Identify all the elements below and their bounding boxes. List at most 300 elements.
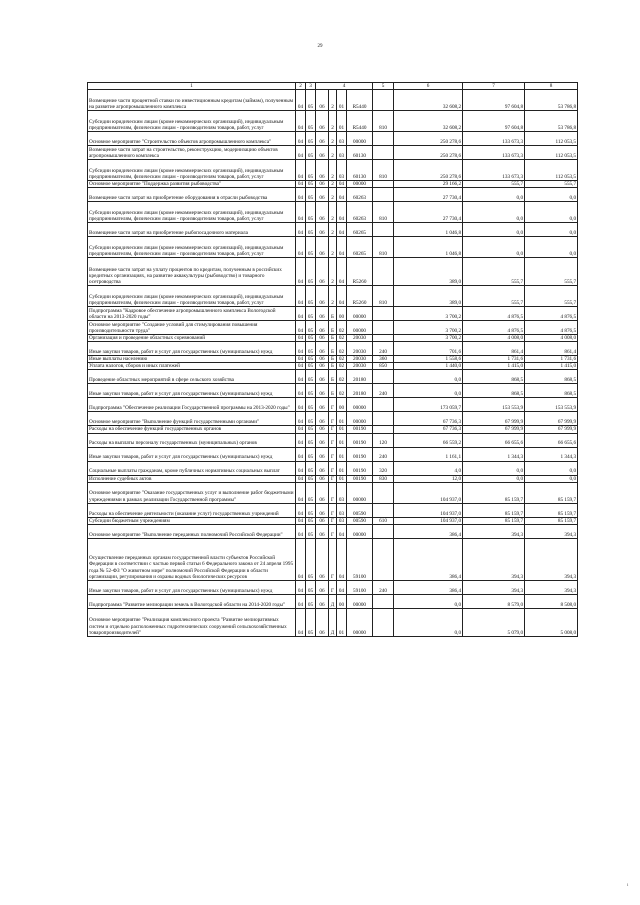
row-amount-7: 67 999,9 xyxy=(463,426,525,433)
row-amount-8: 112 053,5 xyxy=(525,146,578,160)
row-pr: 05 xyxy=(306,342,316,356)
row-csr-4: 00000 xyxy=(347,524,373,538)
row-pr: 05 xyxy=(306,286,316,307)
row-pr: 05 xyxy=(306,517,316,524)
row-csr-4: 00590 xyxy=(347,503,373,517)
row-vr xyxy=(373,370,394,384)
row-csr-2: 2 xyxy=(329,188,337,202)
row-amount-8: 1 415,0 xyxy=(525,363,578,370)
row-csr-2: Б xyxy=(329,356,337,363)
table-row xyxy=(88,146,578,160)
row-vr: 810 xyxy=(373,202,394,223)
row-csr-1: 06 xyxy=(316,90,329,111)
row-csr-3: 04 xyxy=(337,538,347,580)
row-rz: 04 xyxy=(296,342,306,356)
row-amount-8: 4 876,5 xyxy=(525,307,578,321)
row-csr-3: 03 xyxy=(337,482,347,503)
column-header-3: 3 xyxy=(306,83,316,90)
table-row xyxy=(88,384,578,398)
row-csr-2: 2 xyxy=(329,202,337,223)
row-vr: 360 xyxy=(373,356,394,363)
row-amount-7: 394,3 xyxy=(463,580,525,594)
row-rz: 04 xyxy=(296,181,306,188)
row-rz: 04 xyxy=(296,608,306,636)
row-amount-6: 29 166,2 xyxy=(394,181,463,188)
row-vr: 810 xyxy=(373,237,394,258)
row-amount-6: 67 736,3 xyxy=(394,426,463,433)
row-amount-8: 1 731,6 xyxy=(525,356,578,363)
row-pr: 05 xyxy=(306,321,316,335)
table-row xyxy=(88,356,578,363)
row-amount-7: 4 008,0 xyxy=(463,335,525,342)
row-name: Возмещение части затрат на уплату процентов по кредитам, полученным в российских кредитных организациях, на развитие аквакультуры (рыбоводство) и товарного осетроводства xyxy=(88,258,296,286)
row-csr-2: Г xyxy=(329,447,337,461)
row-rz: 04 xyxy=(296,482,306,503)
row-amount-6: 386,4 xyxy=(394,524,463,538)
row-csr-2: Б xyxy=(329,363,337,370)
row-rz: 04 xyxy=(296,524,306,538)
row-amount-6: 3 700,2 xyxy=(394,321,463,335)
row-csr-3: 03 xyxy=(337,160,347,181)
row-vr xyxy=(373,608,394,636)
row-vr: 240 xyxy=(373,342,394,356)
row-csr-3: 01 xyxy=(337,475,347,482)
budget-table xyxy=(87,82,578,637)
row-csr-3: 04 xyxy=(337,524,347,538)
row-amount-6: 0,0 xyxy=(394,608,463,636)
row-csr-3: 02 xyxy=(337,342,347,356)
row-csr-3: 00 xyxy=(337,594,347,608)
row-csr-2: Г xyxy=(329,517,337,524)
table-row xyxy=(88,90,578,111)
row-rz: 04 xyxy=(296,384,306,398)
table-row xyxy=(88,321,578,335)
row-csr-2: Б xyxy=(329,370,337,384)
row-amount-7: 394,3 xyxy=(463,524,525,538)
row-amount-8: 5 008,0 xyxy=(525,608,578,636)
row-amount-8: 0,0 xyxy=(525,223,578,237)
row-name: Субсидии юридическим лицам (кроме некоммерческих организаций), индивидуальным предпринимателям, физическим лицам - производителям товаров, работ, услуг xyxy=(88,202,296,223)
row-vr: 240 xyxy=(373,384,394,398)
row-amount-8: 555,7 xyxy=(525,258,578,286)
row-csr-2: 2 xyxy=(329,237,337,258)
row-csr-1: 06 xyxy=(316,594,329,608)
row-name: Основное мероприятие "Поддержка развития рыбоводства" xyxy=(88,181,296,188)
row-name: Иные закупки товаров, работ и услуг для государственных (муниципальных) нужд xyxy=(88,342,296,356)
row-csr-3: 02 xyxy=(337,321,347,335)
row-amount-7: 8 579,0 xyxy=(463,594,525,608)
row-csr-2: 2 xyxy=(329,160,337,181)
table-row xyxy=(88,475,578,482)
row-amount-8: 0,0 xyxy=(525,188,578,202)
row-csr-1: 06 xyxy=(316,237,329,258)
row-pr: 05 xyxy=(306,461,316,475)
row-name: Подпрограмма "Обеспечение реализации Государственной программы на 2013-2020 годы" xyxy=(88,398,296,412)
row-amount-6: 1 161,1 xyxy=(394,447,463,461)
row-vr xyxy=(373,146,394,160)
row-csr-3: 04 xyxy=(337,237,347,258)
row-amount-7: 0,0 xyxy=(463,188,525,202)
row-csr-4: 00000 xyxy=(347,132,373,146)
row-csr-4: 60263 xyxy=(347,202,373,223)
row-vr xyxy=(373,398,394,412)
row-pr: 05 xyxy=(306,426,316,433)
row-amount-7: 394,3 xyxy=(463,538,525,580)
row-name: Основное мероприятие "Реализация комплексного проекта "Развитие мелиоративных систем и отдельно расположенных гидротехнических сооружений сельскохозяйственных товаропроизводителей" xyxy=(88,608,296,636)
column-header-5: 5 xyxy=(373,83,394,90)
row-amount-8: 394,3 xyxy=(525,538,578,580)
table-row xyxy=(88,538,578,580)
row-pr: 05 xyxy=(306,181,316,188)
row-csr-3: 00 xyxy=(337,398,347,412)
table-row xyxy=(88,433,578,447)
row-amount-8: 4 008,0 xyxy=(525,335,578,342)
row-csr-2: Г xyxy=(329,538,337,580)
row-csr-4: 00190 xyxy=(347,426,373,433)
row-amount-6: 104 937,0 xyxy=(394,482,463,503)
row-csr-4: 00590 xyxy=(347,517,373,524)
row-amount-7: 85 159,7 xyxy=(463,482,525,503)
row-name: Уплата налогов, сборов и иных платежей xyxy=(88,363,296,370)
row-csr-1: 06 xyxy=(316,370,329,384)
row-name: Основное мероприятие "Создание условий для стимулирования повышения производительности труда" xyxy=(88,321,296,335)
row-amount-8: 53 786,8 xyxy=(525,111,578,132)
row-csr-2: Б xyxy=(329,321,337,335)
row-name: Основное мероприятие "Строительство объектов агропромышленного комплекса" xyxy=(88,132,296,146)
row-csr-2: Г xyxy=(329,503,337,517)
row-amount-7: 555,7 xyxy=(463,181,525,188)
row-vr xyxy=(373,335,394,342)
row-amount-7: 85 159,7 xyxy=(463,517,525,524)
row-amount-7: 1 344,3 xyxy=(463,447,525,461)
table-row xyxy=(88,608,578,636)
row-amount-8: 85 159,7 xyxy=(525,517,578,524)
column-header-1: 1 xyxy=(88,83,296,90)
row-amount-8: 85 159,7 xyxy=(525,503,578,517)
row-csr-2: 2 xyxy=(329,90,337,111)
row-csr-3: 04 xyxy=(337,258,347,286)
row-csr-1: 06 xyxy=(316,412,329,426)
row-amount-6: 250 278,6 xyxy=(394,146,463,160)
row-pr: 05 xyxy=(306,608,316,636)
row-rz: 04 xyxy=(296,475,306,482)
row-csr-1: 06 xyxy=(316,426,329,433)
row-csr-4: R5260 xyxy=(347,258,373,286)
row-rz: 04 xyxy=(296,258,306,286)
row-csr-2: 2 xyxy=(329,223,337,237)
table-row xyxy=(88,237,578,258)
row-csr-4: 20030 xyxy=(347,356,373,363)
row-rz: 04 xyxy=(296,237,306,258)
row-amount-8: 0,0 xyxy=(525,461,578,475)
row-pr: 05 xyxy=(306,384,316,398)
row-name: Субсидии юридическим лицам (кроме некоммерческих организаций), индивидуальным предпринимателям, физическим лицам - производителям товаров, работ, услуг xyxy=(88,237,296,258)
row-pr: 05 xyxy=(306,524,316,538)
row-pr: 05 xyxy=(306,412,316,426)
row-amount-6: 389,0 xyxy=(394,286,463,307)
row-amount-7: 4 876,5 xyxy=(463,321,525,335)
row-amount-7: 0,0 xyxy=(463,202,525,223)
row-csr-4: 00000 xyxy=(347,594,373,608)
row-vr: 810 xyxy=(373,111,394,132)
row-amount-7: 0,0 xyxy=(463,237,525,258)
row-csr-4: 00000 xyxy=(347,181,373,188)
row-vr xyxy=(373,181,394,188)
row-amount-6: 104 937,0 xyxy=(394,503,463,517)
row-name: Подпрограмма "Развитие мелиорации земель в Вологодской области на 2014-2020 годы" xyxy=(88,594,296,608)
row-csr-4: 00000 xyxy=(347,412,373,426)
row-csr-3: 04 xyxy=(337,286,347,307)
row-vr xyxy=(373,188,394,202)
table-row xyxy=(88,258,578,286)
row-name: Иные закупки товаров, работ и услуг для государственных (муниципальных) нужд xyxy=(88,580,296,594)
row-amount-6: 1 046,8 xyxy=(394,237,463,258)
row-rz: 04 xyxy=(296,321,306,335)
row-name: Иные выплаты населению xyxy=(88,356,296,363)
row-csr-1: 06 xyxy=(316,111,329,132)
row-amount-6: 386,4 xyxy=(394,580,463,594)
row-csr-1: 06 xyxy=(316,538,329,580)
column-header-4: 4 xyxy=(316,83,373,90)
table-row xyxy=(88,412,578,426)
row-pr: 05 xyxy=(306,398,316,412)
row-amount-6: 389,0 xyxy=(394,258,463,286)
row-csr-3: 04 xyxy=(337,202,347,223)
row-rz: 04 xyxy=(296,517,306,524)
row-csr-4: 20180 xyxy=(347,370,373,384)
row-csr-4: 00000 xyxy=(347,307,373,321)
table-row xyxy=(88,398,578,412)
row-csr-4: 20030 xyxy=(347,335,373,342)
row-csr-3: 01 xyxy=(337,461,347,475)
row-vr xyxy=(373,524,394,538)
row-vr xyxy=(373,594,394,608)
row-amount-8: 8 508,0 xyxy=(525,594,578,608)
row-csr-4: 60265 xyxy=(347,223,373,237)
row-rz: 04 xyxy=(296,398,306,412)
row-csr-1: 06 xyxy=(316,356,329,363)
row-name: Подпрограмма "Кадровое обеспечение агропромышленного комплекса Вологодской области на 2013-2020 годы" xyxy=(88,307,296,321)
column-header-6: 6 xyxy=(394,83,463,90)
row-pr: 05 xyxy=(306,482,316,503)
table-body xyxy=(88,83,578,637)
row-csr-4: 60263 xyxy=(347,188,373,202)
row-amount-6: 32 608,2 xyxy=(394,90,463,111)
row-rz: 04 xyxy=(296,335,306,342)
row-vr xyxy=(373,321,394,335)
row-amount-7: 868,5 xyxy=(463,384,525,398)
row-amount-7: 67 999,9 xyxy=(463,412,525,426)
row-pr: 05 xyxy=(306,90,316,111)
row-amount-6: 250 278,6 xyxy=(394,132,463,146)
row-name: Иные закупки товаров, работ и услуг для государственных (муниципальных) нужд xyxy=(88,447,296,461)
row-vr xyxy=(373,412,394,426)
row-csr-2: Г xyxy=(329,475,337,482)
row-csr-2: 2 xyxy=(329,181,337,188)
table-row xyxy=(88,461,578,475)
row-csr-3: 01 xyxy=(337,90,347,111)
row-name: Расходы на обеспечение деятельности (оказание услуг) государственных учреждений xyxy=(88,503,296,517)
row-csr-1: 06 xyxy=(316,398,329,412)
row-csr-1: 06 xyxy=(316,580,329,594)
row-amount-8: 0,0 xyxy=(525,202,578,223)
table-row xyxy=(88,524,578,538)
row-amount-6: 27 730,4 xyxy=(394,202,463,223)
row-csr-3: 01 xyxy=(337,608,347,636)
row-rz: 04 xyxy=(296,412,306,426)
table-row xyxy=(88,580,578,594)
row-csr-3: 04 xyxy=(337,223,347,237)
row-csr-1: 06 xyxy=(316,475,329,482)
row-csr-3: 02 xyxy=(337,384,347,398)
row-csr-2: Г xyxy=(329,580,337,594)
row-name: Иные закупки товаров, работ и услуг для государственных (муниципальных) нужд xyxy=(88,384,296,398)
row-csr-1: 06 xyxy=(316,447,329,461)
row-vr xyxy=(373,223,394,237)
row-amount-8: 112 053,5 xyxy=(525,160,578,181)
row-csr-2: Г xyxy=(329,412,337,426)
row-rz: 04 xyxy=(296,132,306,146)
row-vr xyxy=(373,258,394,286)
row-rz: 04 xyxy=(296,426,306,433)
row-csr-4: R5260 xyxy=(347,286,373,307)
row-amount-7: 153 553,9 xyxy=(463,398,525,412)
row-vr: 610 xyxy=(373,517,394,524)
row-amount-8: 555,7 xyxy=(525,181,578,188)
row-csr-3: 01 xyxy=(337,447,347,461)
row-rz: 04 xyxy=(296,223,306,237)
row-amount-6: 173 059,7 xyxy=(394,398,463,412)
row-amount-8: 1 344,3 xyxy=(525,447,578,461)
row-pr: 05 xyxy=(306,356,316,363)
table-row xyxy=(88,370,578,384)
row-csr-4: R5440 xyxy=(347,111,373,132)
row-name: Основное мероприятие "Оказание государственных услуг и выполнение работ бюджетными учреждениями в рамках реализации Государственной программы" xyxy=(88,482,296,503)
row-name: Расходы на выплаты персоналу государственных (муниципальных) органов xyxy=(88,433,296,447)
row-amount-8: 0,0 xyxy=(525,475,578,482)
row-amount-7: 0,0 xyxy=(463,461,525,475)
row-csr-3: 02 xyxy=(337,356,347,363)
row-name: Проведение областных мероприятий в сфере сельского хозяйства xyxy=(88,370,296,384)
row-amount-8: 868,5 xyxy=(525,384,578,398)
row-rz: 04 xyxy=(296,188,306,202)
row-name: Осуществление переданных органам государственной власти субъектов Российской Федерации в соответствии с частью первой статьи 6 Федерального закона от 24 апреля 1995 года № 52-ФЗ "О животном мире" полномочий Российской Федерации в области организации, регулирования и охраны водных биологических ресурсов xyxy=(88,538,296,580)
row-amount-6: 250 278,6 xyxy=(394,160,463,181)
row-csr-1: 06 xyxy=(316,608,329,636)
row-name: Возмещение части процентной ставки по инвестиционным кредитам (займам), полученным на развитие агропромышленного комплекса xyxy=(88,90,296,111)
table-row xyxy=(88,503,578,517)
row-csr-1: 06 xyxy=(316,307,329,321)
row-csr-1: 06 xyxy=(316,321,329,335)
table-row xyxy=(88,286,578,307)
row-amount-8: 85 159,7 xyxy=(525,482,578,503)
row-pr: 05 xyxy=(306,160,316,181)
row-amount-6: 1 046,8 xyxy=(394,223,463,237)
table-row xyxy=(88,342,578,356)
row-pr: 05 xyxy=(306,237,316,258)
row-rz: 04 xyxy=(296,307,306,321)
row-csr-2: 2 xyxy=(329,258,337,286)
row-amount-8: 66 655,6 xyxy=(525,433,578,447)
row-vr: 240 xyxy=(373,580,394,594)
table-row xyxy=(88,188,578,202)
row-name: Расходы на обеспечение функций государственных органов xyxy=(88,426,296,433)
row-pr: 05 xyxy=(306,188,316,202)
table-row xyxy=(88,447,578,461)
row-rz: 04 xyxy=(296,538,306,580)
row-amount-6: 4,0 xyxy=(394,461,463,475)
row-name: Возмещение части затрат на строительство, реконструкцию, модернизацию объектов агропромышленного комплекса xyxy=(88,146,296,160)
row-csr-1: 06 xyxy=(316,342,329,356)
scan-mark: ı xyxy=(627,883,629,888)
row-csr-4: R5440 xyxy=(347,90,373,111)
row-csr-4: 00000 xyxy=(347,608,373,636)
row-amount-7: 861,4 xyxy=(463,342,525,356)
row-pr: 05 xyxy=(306,258,316,286)
row-csr-1: 06 xyxy=(316,335,329,342)
row-amount-7: 1 731,6 xyxy=(463,356,525,363)
row-amount-8: 112 053,5 xyxy=(525,132,578,146)
row-amount-6: 0,0 xyxy=(394,594,463,608)
row-csr-4: 00190 xyxy=(347,447,373,461)
row-amount-7: 133 673,3 xyxy=(463,132,525,146)
row-amount-7: 133 673,3 xyxy=(463,160,525,181)
row-rz: 04 xyxy=(296,461,306,475)
row-amount-7: 4 876,5 xyxy=(463,307,525,321)
table-row xyxy=(88,160,578,181)
row-amount-7: 555,7 xyxy=(463,258,525,286)
row-csr-4: 60130 xyxy=(347,146,373,160)
row-csr-3: 01 xyxy=(337,412,347,426)
row-amount-7: 97 604,8 xyxy=(463,90,525,111)
row-csr-3: 02 xyxy=(337,363,347,370)
row-csr-4: 00190 xyxy=(347,433,373,447)
row-csr-3: 03 xyxy=(337,503,347,517)
row-csr-1: 06 xyxy=(316,517,329,524)
row-csr-1: 06 xyxy=(316,258,329,286)
table-row xyxy=(88,482,578,503)
row-csr-3: 02 xyxy=(337,370,347,384)
row-rz: 04 xyxy=(296,160,306,181)
row-csr-2: 2 xyxy=(329,286,337,307)
row-name: Возмещение части затрат на приобретение оборудования в отрасли рыбоводства xyxy=(88,188,296,202)
row-csr-2: Б xyxy=(329,307,337,321)
row-amount-8: 67 999,9 xyxy=(525,426,578,433)
table-row xyxy=(88,132,578,146)
row-amount-7: 555,7 xyxy=(463,286,525,307)
row-csr-4: 59100 xyxy=(347,538,373,580)
row-rz: 04 xyxy=(296,356,306,363)
row-csr-2: Б xyxy=(329,335,337,342)
row-csr-4: 00190 xyxy=(347,461,373,475)
row-csr-3: 04 xyxy=(337,181,347,188)
row-rz: 04 xyxy=(296,433,306,447)
table-row xyxy=(88,111,578,132)
row-amount-8: 67 999,9 xyxy=(525,412,578,426)
row-vr: 810 xyxy=(373,160,394,181)
row-rz: 04 xyxy=(296,202,306,223)
row-name: Субсидии юридическим лицам (кроме некоммерческих организаций), индивидуальным предпринимателям, физическим лицам - производителям товаров, работ, услуг xyxy=(88,286,296,307)
row-amount-6: 67 736,3 xyxy=(394,412,463,426)
row-csr-2: Б xyxy=(329,384,337,398)
row-csr-2: 2 xyxy=(329,111,337,132)
row-pr: 05 xyxy=(306,335,316,342)
row-amount-6: 32 608,2 xyxy=(394,111,463,132)
row-csr-3: 01 xyxy=(337,111,347,132)
row-rz: 04 xyxy=(296,503,306,517)
row-rz: 04 xyxy=(296,594,306,608)
row-csr-1: 06 xyxy=(316,461,329,475)
